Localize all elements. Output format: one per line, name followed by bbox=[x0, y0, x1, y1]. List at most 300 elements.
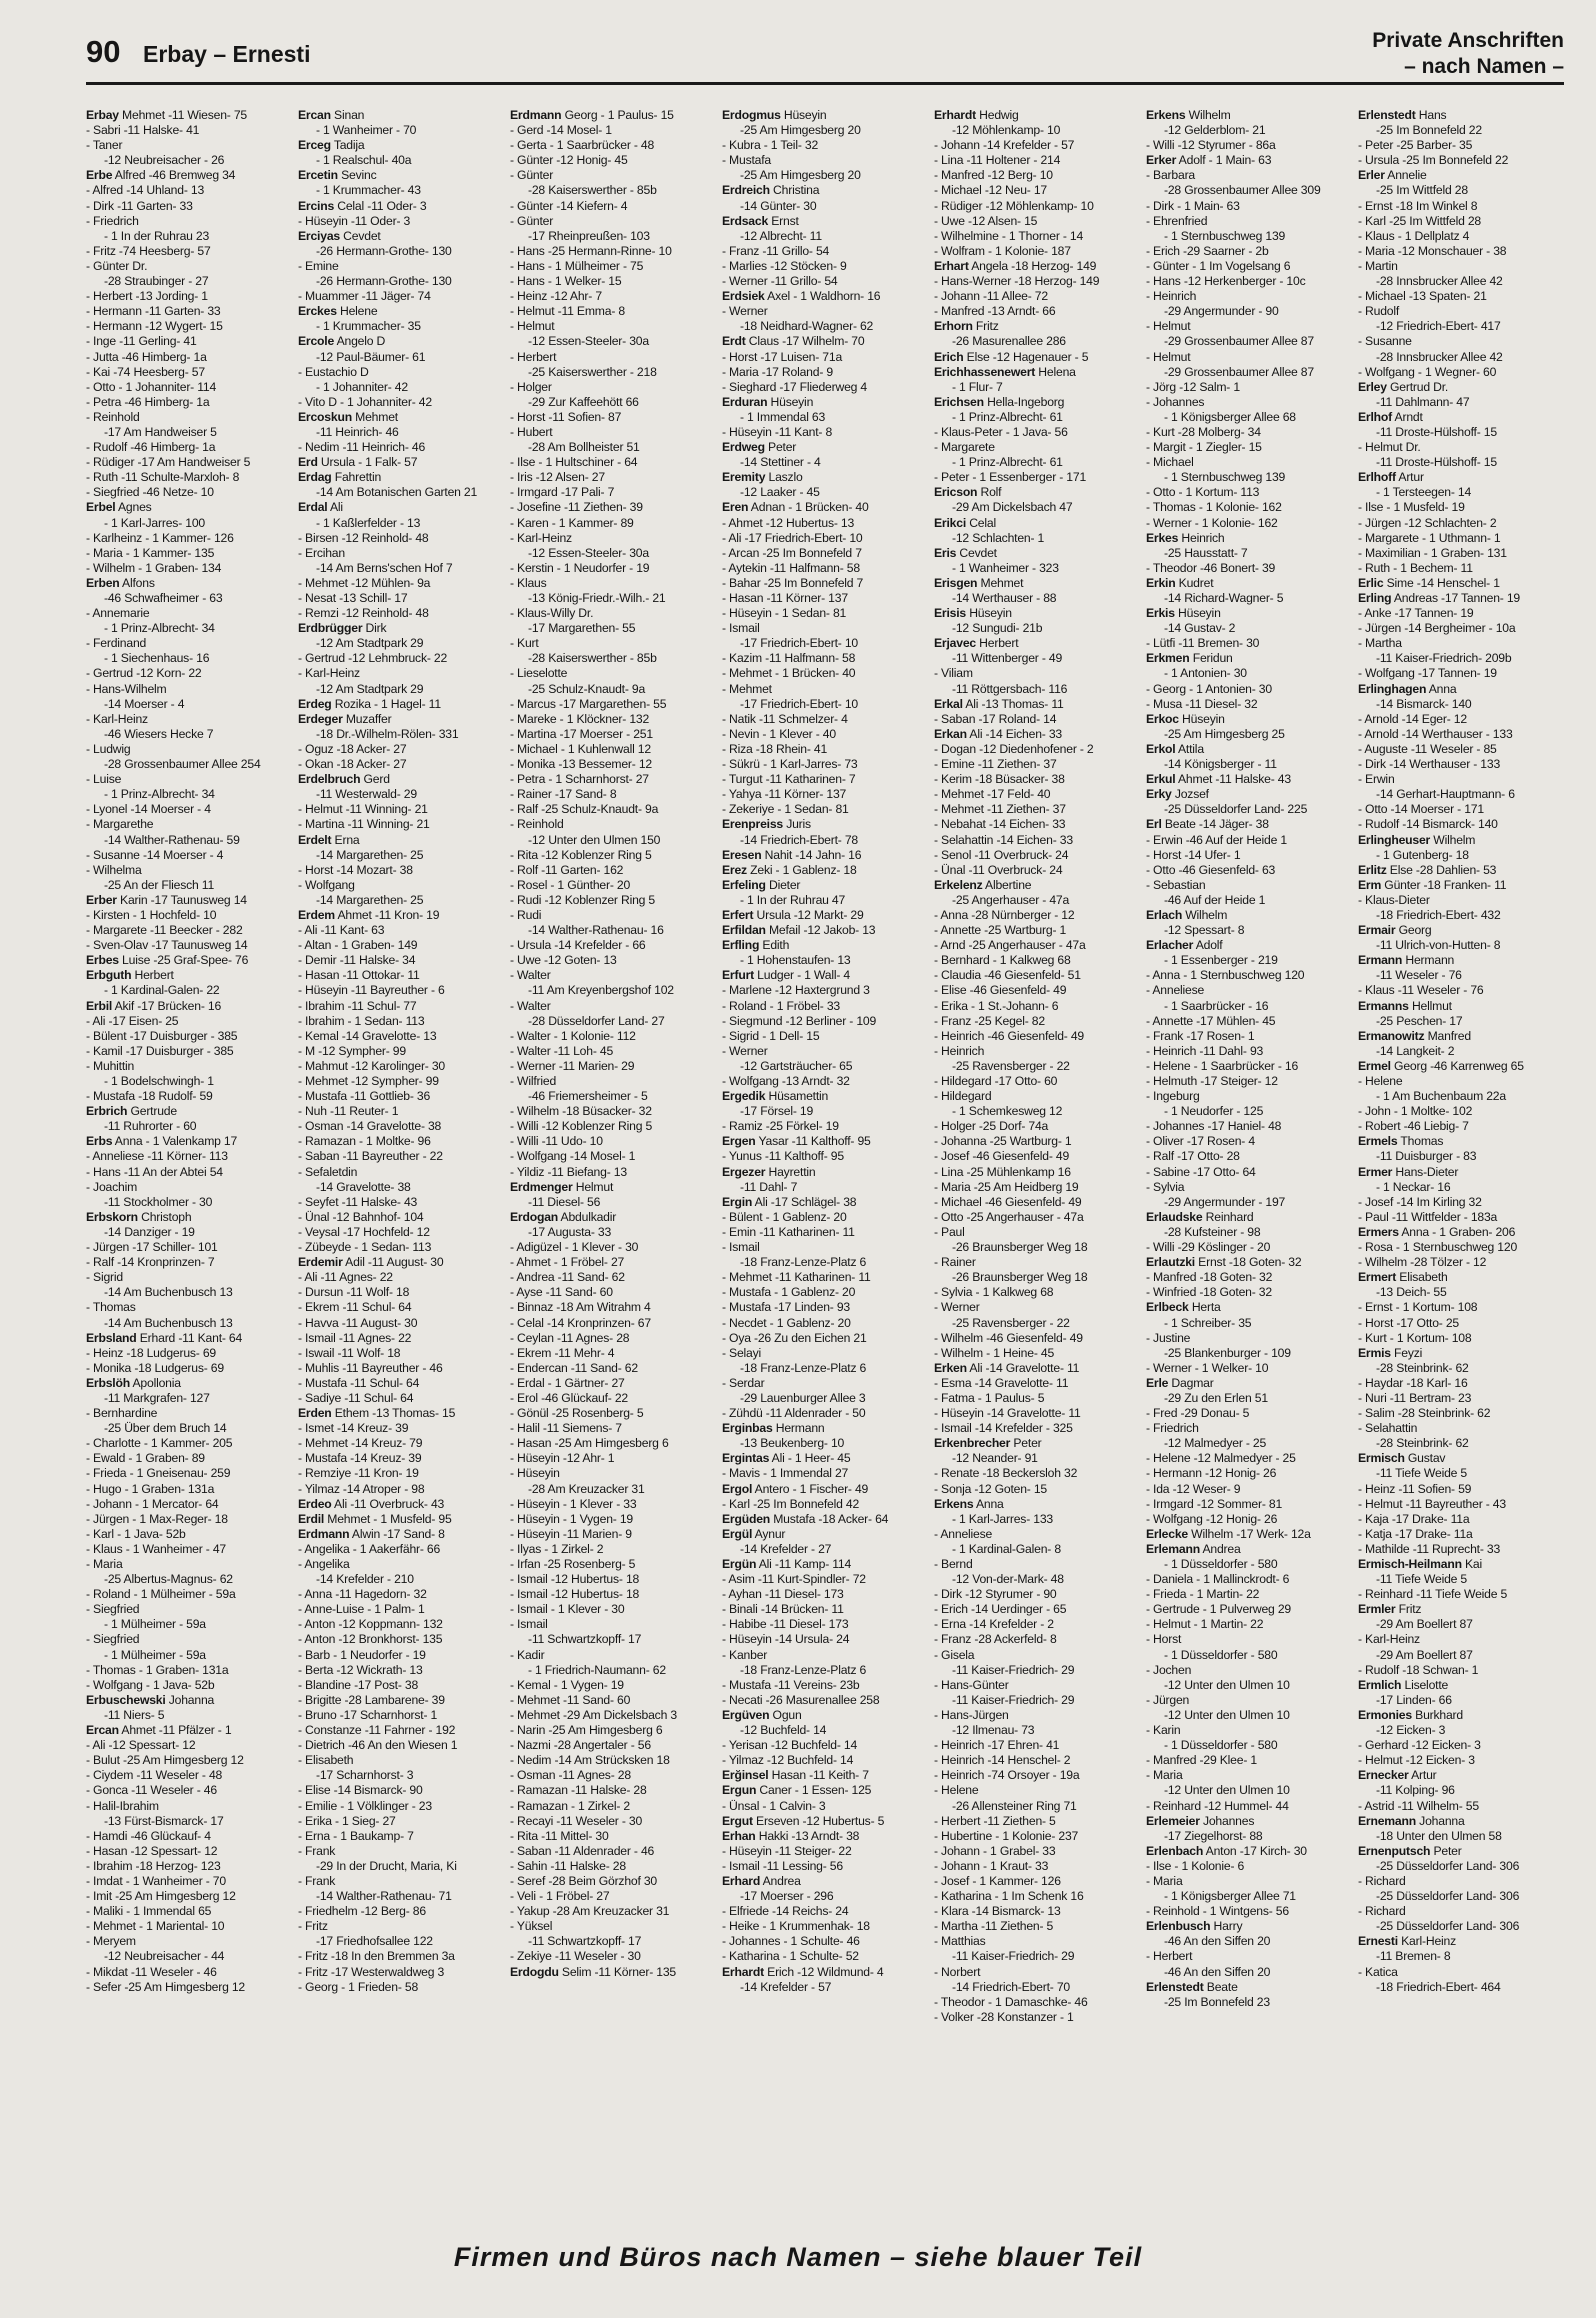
directory-entry: - Helmut bbox=[1146, 319, 1191, 334]
directory-entry: - Wolfgang - 1 Wegner- 60 bbox=[1358, 364, 1497, 379]
directory-entry: - Sylvia - 1 Kalkweg 68 bbox=[934, 1285, 1054, 1300]
directory-entry: - Okan -18 Acker- 27 bbox=[298, 757, 407, 772]
directory-entry: - Recayi -11 Weseler - 30 bbox=[510, 1813, 643, 1828]
directory-entry: -12 Am Stadtpark 29 bbox=[316, 636, 424, 651]
entry-surname: Erkul bbox=[1146, 772, 1176, 787]
directory-entry: -25 Im Wittfeld 28 bbox=[1376, 183, 1468, 198]
directory-entry: Erdem Ahmet -11 Kron- 19 bbox=[298, 907, 440, 922]
directory-entry: -12 Unter den Ulmen 10 bbox=[1164, 1707, 1290, 1722]
entry-surname: Erlenstedt bbox=[1146, 1979, 1204, 1994]
directory-entry: - Hüseyin -11 Marien- 9 bbox=[510, 1526, 632, 1541]
directory-entry: - Hüseyin -14 Gravelotte- 11 bbox=[934, 1406, 1081, 1421]
directory-entry: - Ünsal - 1 Calvin- 3 bbox=[722, 1798, 826, 1813]
directory-entry: - Theodor -46 Bonert- 39 bbox=[1146, 560, 1276, 575]
directory-entry: - Ilyas - 1 Zirkel- 2 bbox=[510, 1541, 604, 1556]
entry-surname: Erez bbox=[722, 862, 747, 877]
directory-entry: - Wilhelm - 1 Heine- 45 bbox=[934, 1345, 1055, 1360]
directory-entry: Erisgen Mehmet bbox=[934, 575, 1024, 590]
entry-surname: Erkis bbox=[1146, 606, 1175, 621]
directory-entry: - Renate -18 Beckersloh 32 bbox=[934, 1466, 1078, 1481]
entry-surname: Ergüden bbox=[722, 1511, 771, 1526]
entry-surname: Erlach bbox=[1146, 907, 1183, 922]
directory-entry: - Ismail bbox=[722, 1240, 760, 1255]
directory-entry: - Otto -14 Moerser - 171 bbox=[1358, 802, 1484, 817]
directory-entry: -14 Gustav- 2 bbox=[1164, 621, 1236, 636]
directory-entry: - Reinhard -12 Hummel- 44 bbox=[1146, 1798, 1289, 1813]
directory-entry: - Sigrid - 1 Dell- 15 bbox=[722, 1028, 820, 1043]
directory-entry: - Ciydem -11 Weseler - 48 bbox=[86, 1768, 223, 1783]
directory-entry: Erikci Celal bbox=[934, 515, 996, 530]
directory-column-5 bbox=[934, 108, 1139, 2238]
directory-entry: - Franz -11 Grillo- 54 bbox=[722, 243, 830, 258]
directory-entry: - Helmut bbox=[510, 319, 555, 334]
directory-entry: - Franz -28 Ackerfeld- 8 bbox=[934, 1632, 1057, 1647]
directory-entry: - Jörg -12 Salm- 1 bbox=[1146, 379, 1240, 394]
directory-entry: -14 Langkeit- 2 bbox=[1376, 1043, 1455, 1058]
directory-entry: - Rüdiger -12 Möhlenkamp- 10 bbox=[934, 198, 1094, 213]
directory-entry: - Veysal -17 Hochfeld- 12 bbox=[298, 1224, 430, 1239]
directory-entry: - Reinhold bbox=[510, 817, 564, 832]
entry-surname: Erbel bbox=[86, 500, 116, 515]
directory-entry: - Karlheinz - 1 Kammer- 126 bbox=[86, 530, 234, 545]
directory-entry: - Johann -11 Allee- 72 bbox=[934, 289, 1048, 304]
directory-entry: - Halil -11 Siemens- 7 bbox=[510, 1421, 622, 1436]
directory-entry: - Mehmet - 1 Mariental- 10 bbox=[86, 1919, 225, 1934]
directory-entry: - Endercan -11 Sand- 62 bbox=[510, 1360, 638, 1375]
directory-entry: - Wolfgang bbox=[298, 877, 355, 892]
directory-entry: - Bulut -25 Am Himgesberg 12 bbox=[86, 1753, 244, 1768]
directory-entry: - 1 Tersteegen- 14 bbox=[1376, 485, 1472, 500]
directory-entry: - Nedim -11 Heinrich- 46 bbox=[298, 440, 426, 455]
directory-entry: Ermler Fritz bbox=[1358, 1602, 1422, 1617]
directory-entry: - Annette -17 Mühlen- 45 bbox=[1146, 1013, 1276, 1028]
directory-entry: - Frank bbox=[298, 1873, 336, 1888]
directory-entry: - Marlene -12 Haxtergrund 3 bbox=[722, 983, 870, 998]
directory-entry: - Monika -13 Bessemer- 12 bbox=[510, 757, 652, 772]
directory-entry: - 1 Mülheimer - 59a bbox=[104, 1617, 206, 1632]
directory-entry: -11 Kaiser-Friedrich- 29 bbox=[952, 1949, 1075, 1964]
directory-entry: -25 An der Fliesch 11 bbox=[104, 877, 215, 892]
directory-entry: Erdogmus Hüseyin bbox=[722, 108, 827, 122]
directory-entry: -11 Schwartzkopff- 17 bbox=[528, 1632, 642, 1647]
section-title-line-2: – nach Namen – bbox=[1404, 55, 1564, 78]
directory-entry: - Sieghard -17 Fliederweg 4 bbox=[722, 379, 867, 394]
directory-entry: - Georg - 1 Frieden- 58 bbox=[298, 1979, 419, 1994]
directory-entry: - Seyfet -11 Halske- 43 bbox=[298, 1194, 418, 1209]
directory-entry: Erbskorn Christoph bbox=[86, 1209, 192, 1224]
directory-entry: - Maria -25 Am Heidberg 19 bbox=[934, 1179, 1079, 1194]
directory-entry: Erkol Attila bbox=[1146, 741, 1204, 756]
directory-entry: - Turgut -11 Katharinen- 7 bbox=[722, 772, 856, 787]
directory-entry: - Ekrem -11 Schul- 64 bbox=[298, 1300, 412, 1315]
entry-surname: Erkenbrecher bbox=[934, 1436, 1011, 1451]
entry-surname: Erdmenger bbox=[510, 1179, 573, 1194]
directory-entry: - Ismail -11 Lessing- 56 bbox=[722, 1858, 843, 1873]
directory-entry: - M -12 Sympher- 99 bbox=[298, 1043, 406, 1058]
section-title bbox=[1304, 28, 1564, 80]
directory-entry: - 1 Am Buchenbaum 22a bbox=[1376, 1089, 1506, 1104]
entry-surname: Erdeo bbox=[298, 1496, 332, 1511]
directory-entry: Erkin Kudret bbox=[1146, 575, 1214, 590]
directory-entry: - Heinrich -17 Ehren- 41 bbox=[934, 1738, 1060, 1753]
directory-entry: - Anneliese bbox=[1146, 983, 1205, 998]
header-rule bbox=[86, 82, 1564, 85]
directory-entry: - Helmut Dr. bbox=[1358, 440, 1421, 455]
directory-entry: -29 Angermunder - 90 bbox=[1164, 304, 1279, 319]
directory-entry: Ergut Erseven -12 Hubertus- 5 bbox=[722, 1813, 885, 1828]
directory-entry: - Remziye -11 Kron- 19 bbox=[298, 1466, 419, 1481]
directory-entry: Ercoskun Mehmet bbox=[298, 409, 398, 424]
directory-entry: - Ercihan bbox=[298, 545, 345, 560]
directory-entry: - 1 Schreiber- 35 bbox=[1164, 1315, 1252, 1330]
directory-entry: - Siegfried bbox=[86, 1602, 140, 1617]
entry-surname: Eremity bbox=[722, 470, 766, 485]
entry-surname: Erckes bbox=[298, 304, 337, 319]
directory-entry: - Hüseyin - 1 Klever - 33 bbox=[510, 1496, 637, 1511]
directory-entry: -14 Danziger - 19 bbox=[104, 1224, 195, 1239]
entry-surname: Eren bbox=[722, 500, 749, 515]
entry-surname: Erkens bbox=[1146, 108, 1186, 122]
entry-surname: Erlenbusch bbox=[1146, 1919, 1211, 1934]
directory-entry: - Siegfried -46 Netze- 10 bbox=[86, 485, 214, 500]
directory-entry: - Hans-Günter bbox=[934, 1677, 1009, 1692]
directory-entry: - Thomas - 1 Graben- 131a bbox=[86, 1662, 229, 1677]
directory-entry: -29 Grossenbaumer Allee 87 bbox=[1164, 364, 1314, 379]
directory-entry: Erdag Fahrettin bbox=[298, 470, 382, 485]
directory-entry: - Nuri -11 Bertram- 23 bbox=[1358, 1390, 1472, 1405]
directory-entry: -46 Auf der Heide 1 bbox=[1164, 892, 1266, 907]
directory-entry: Erky Jozsef bbox=[1146, 787, 1209, 802]
directory-entry: -46 Wiesers Hecke 7 bbox=[104, 726, 214, 741]
directory-entry: - Thomas - 1 Kolonie- 162 bbox=[1146, 500, 1282, 515]
directory-entry: - 1 Essenberger - 219 bbox=[1164, 953, 1278, 968]
directory-entry: Ermanowitz Manfred bbox=[1358, 1028, 1471, 1043]
entry-surname: Ernemann bbox=[1358, 1813, 1416, 1828]
directory-entry: Ernesti Karl-Heinz bbox=[1358, 1934, 1456, 1949]
directory-entry: - Hüseyin bbox=[510, 1466, 560, 1481]
directory-entry: Ermann Hermann bbox=[1358, 953, 1455, 968]
directory-entry: Ergintas Ali - 1 Heer- 45 bbox=[722, 1451, 851, 1466]
directory-entry: - Helmut bbox=[1146, 349, 1191, 364]
directory-entry: - Arcan -25 Im Bonnefeld 7 bbox=[722, 545, 862, 560]
directory-entry: - Nebahat -14 Eichen- 33 bbox=[934, 817, 1066, 832]
entry-surname: Ergün bbox=[722, 1557, 757, 1571]
directory-entry: - Kurt -28 Molberg- 34 bbox=[1146, 424, 1261, 439]
directory-entry: -12 Eicken- 3 bbox=[1376, 1723, 1446, 1738]
directory-entry: -26 Allensteiner Ring 71 bbox=[952, 1798, 1077, 1813]
directory-entry: - Mahmut -12 Karolinger- 30 bbox=[298, 1058, 446, 1073]
directory-entry: - Ilse - 1 Kolonie- 6 bbox=[1146, 1858, 1245, 1873]
directory-entry: - Kamil -17 Duisburger - 385 bbox=[86, 1043, 234, 1058]
directory-entry: -12 Neubreisacher - 26 bbox=[104, 153, 225, 168]
directory-entry: - Herbert -11 Ziethen- 5 bbox=[934, 1813, 1056, 1828]
directory-entry: - 1 Wanheimer - 70 bbox=[316, 123, 417, 138]
directory-entry: Erlautzki Ernst -18 Goten- 32 bbox=[1146, 1255, 1302, 1270]
entry-surname: Erdeger bbox=[298, 711, 343, 726]
directory-entry: - Gertrud -12 Lehmbruck- 22 bbox=[298, 651, 448, 666]
entry-surname: Erhorn bbox=[934, 319, 973, 334]
directory-entry: - Sylvia bbox=[1146, 1179, 1185, 1194]
directory-entry: -29 In der Drucht, Maria, Ki bbox=[316, 1858, 457, 1873]
name-range-title: Erbay – Ernesti bbox=[143, 41, 311, 67]
directory-entry: - Kubra - 1 Teil- 32 bbox=[722, 138, 819, 153]
directory-entry: Ernenputsch Peter bbox=[1358, 1843, 1462, 1858]
entry-surname: Erkol bbox=[1146, 741, 1176, 756]
directory-entry: - Siegfried bbox=[86, 1632, 140, 1647]
directory-entry: Erdal Ali bbox=[298, 500, 343, 515]
directory-entry: - Mustafa -11 Schul- 64 bbox=[298, 1375, 420, 1390]
directory-entry: - Anneliese -11 Körner- 113 bbox=[86, 1149, 228, 1164]
entry-surname: Erdmann bbox=[298, 1526, 350, 1541]
directory-entry: - Sabine -17 Otto- 64 bbox=[1146, 1164, 1256, 1179]
directory-entry: - Roland - 1 Mülheimer - 59a bbox=[86, 1587, 236, 1602]
directory-entry: - Heinz -11 Sofien- 59 bbox=[1358, 1481, 1472, 1496]
directory-entry: - Ernst -18 Im Winkel 8 bbox=[1358, 198, 1478, 213]
entry-surname: Erdogmus bbox=[722, 108, 781, 122]
directory-entry: -14 Gerhart-Hauptmann- 6 bbox=[1376, 787, 1515, 802]
directory-entry: - Ralf -25 Schulz-Knaudt- 9a bbox=[510, 802, 659, 817]
directory-entry: -11 Kolping- 96 bbox=[1376, 1783, 1455, 1798]
directory-entry: - Heinrich -11 Dahl- 93 bbox=[1146, 1043, 1264, 1058]
directory-entry: - Hüseyin - 1 Sedan- 81 bbox=[722, 606, 847, 621]
directory-entry: - Arnold -14 Eger- 12 bbox=[1358, 711, 1467, 726]
directory-entry: -28 Düsseldorfer Land- 27 bbox=[528, 1013, 665, 1028]
directory-entry: - Maria bbox=[1146, 1768, 1183, 1783]
directory-entry: -14 Walther-Rathenau- 59 bbox=[104, 832, 240, 847]
directory-entry: - Katja -17 Drake- 11a bbox=[1358, 1526, 1473, 1541]
directory-entry: - Frieda - 1 Martin- 22 bbox=[1146, 1587, 1260, 1602]
directory-entry: Erlingheuser Wilhelm bbox=[1358, 832, 1476, 847]
directory-entry: - Muhlis -11 Bayreuther - 46 bbox=[298, 1360, 443, 1375]
entry-surname: Erikci bbox=[934, 515, 967, 530]
directory-entry: Erdweg Peter bbox=[722, 440, 797, 455]
directory-entry: - Ernst - 1 Kortum- 108 bbox=[1358, 1300, 1478, 1315]
directory-entry: -14 Königsberger - 11 bbox=[1164, 757, 1277, 772]
entry-surname: Erdreich bbox=[722, 183, 770, 198]
directory-entry: - Richard bbox=[1358, 1904, 1406, 1919]
directory-entry: - Maria - 1 Kammer- 135 bbox=[86, 545, 215, 560]
directory-entry: - Gertrud -12 Korn- 22 bbox=[86, 666, 202, 681]
directory-entry: - Mehmet -12 Sympher- 99 bbox=[298, 1074, 439, 1088]
directory-entry: - Angelika - 1 Aakerfähr- 66 bbox=[298, 1541, 441, 1556]
directory-entry: - Erna -14 Krefelder - 2 bbox=[934, 1617, 1054, 1632]
entry-surname: Erbrich bbox=[86, 1104, 128, 1119]
directory-entry: - Georg - 1 Antonien- 30 bbox=[1146, 681, 1272, 696]
entry-surname: Ernesti bbox=[1358, 1934, 1398, 1949]
directory-entry: - Zekiye -11 Weseler - 30 bbox=[510, 1949, 641, 1964]
directory-entry: - Rudolf bbox=[1358, 304, 1400, 319]
directory-entry: - Karl - 1 Java- 52b bbox=[86, 1526, 186, 1541]
directory-entry: - Mehmet -14 Kreuz- 79 bbox=[298, 1436, 423, 1451]
directory-entry: Erdt Claus -17 Wilhelm- 70 bbox=[722, 334, 865, 349]
directory-entry: Erkens Anna bbox=[934, 1496, 1004, 1511]
directory-entry: - Anna -11 Hagedorn- 32 bbox=[298, 1587, 427, 1602]
directory-entry: - 1 Kardinal-Galen- 8 bbox=[952, 1541, 1061, 1556]
directory-entry: -46 An den Siffen 20 bbox=[1164, 1964, 1271, 1979]
directory-entry: -11 Dahl- 7 bbox=[740, 1179, 798, 1194]
directory-entry: - 1 Flur- 7 bbox=[952, 379, 1003, 394]
entry-surname: Erlitz bbox=[1358, 862, 1387, 877]
directory-entry: - Sonja -12 Goten- 15 bbox=[934, 1481, 1048, 1496]
directory-entry: - Celal -14 Kronprinzen- 67 bbox=[510, 1315, 651, 1330]
directory-entry: Erdmann Alwin -17 Sand- 8 bbox=[298, 1526, 445, 1541]
directory-entry: - Seref -28 Beim Görzhof 30 bbox=[510, 1873, 658, 1888]
entry-surname: Erdal bbox=[298, 500, 328, 515]
directory-entry: - Hermann -11 Garten- 33 bbox=[86, 304, 221, 319]
directory-entry: - Erwin bbox=[1358, 772, 1395, 787]
entry-surname: Ernenputsch bbox=[1358, 1843, 1431, 1858]
directory-column-3 bbox=[510, 108, 715, 2238]
directory-entry: - Anna - 1 Sternbuschweg 120 bbox=[1146, 968, 1305, 983]
directory-entry: - 1 Immendal 63 bbox=[740, 409, 826, 424]
directory-column-4 bbox=[722, 108, 927, 2238]
directory-entry: - Riza -18 Rhein- 41 bbox=[722, 741, 828, 756]
directory-entry: -12 Spessart- 8 bbox=[1164, 923, 1245, 938]
directory-entry: - Heinz -12 Ahr- 7 bbox=[510, 289, 602, 304]
directory-entry: - Klaus - 1 Dellplatz 4 bbox=[1358, 228, 1470, 243]
directory-entry: - Heinrich -14 Henschel- 2 bbox=[934, 1753, 1071, 1768]
directory-entry: -11 Heinrich- 46 bbox=[316, 424, 399, 439]
directory-entry: Erdmenger Helmut bbox=[510, 1179, 614, 1194]
directory-entry: - Uwe -12 Goten- 13 bbox=[510, 953, 617, 968]
entry-surname: Erlingheuser bbox=[1358, 832, 1431, 847]
directory-entry: - Bruno -17 Scharnhorst- 1 bbox=[298, 1707, 438, 1722]
directory-entry: - Manfred -13 Arndt- 66 bbox=[934, 304, 1056, 319]
entry-surname: Ermer bbox=[1358, 1164, 1393, 1179]
directory-entry: -11 Dahlmann- 47 bbox=[1376, 394, 1470, 409]
directory-entry: - Lütfi -11 Bremen- 30 bbox=[1146, 636, 1260, 651]
directory-entry: - Walter bbox=[510, 968, 551, 983]
directory-entry: - Nesat -13 Schill- 17 bbox=[298, 591, 408, 605]
directory-entry: - Iswail -11 Wolf- 18 bbox=[298, 1345, 401, 1360]
directory-entry: - Martina -17 Moerser - 251 bbox=[510, 726, 653, 741]
directory-entry: Ergüden Mustafa -18 Acker- 64 bbox=[722, 1511, 889, 1526]
directory-column-7 bbox=[1358, 108, 1563, 2238]
directory-entry: - Sükrü - 1 Karl-Jarres- 73 bbox=[722, 757, 858, 772]
directory-entry: - Taner bbox=[86, 138, 123, 153]
directory-entry: - Margarete -11 Beecker - 282 bbox=[86, 923, 243, 938]
entry-surname: Erdmann bbox=[510, 108, 562, 122]
directory-entry: - Johann - 1 Mercator- 64 bbox=[86, 1496, 219, 1511]
directory-entry: - Kadir bbox=[510, 1647, 545, 1662]
directory-entry: - Heinrich -74 Orsoyer - 19a bbox=[934, 1768, 1080, 1783]
directory-entry: - Wilhelm -46 Giesenfeld- 49 bbox=[934, 1330, 1083, 1345]
directory-entry: Erd Ursula - 1 Falk- 57 bbox=[298, 455, 418, 470]
directory-entry: Erfildan Mefail -12 Jakob- 13 bbox=[722, 923, 876, 938]
entry-surname: Erkal bbox=[934, 696, 963, 711]
directory-entry: - Ayhan -11 Diesel- 173 bbox=[722, 1587, 844, 1602]
directory-entry: -12 Paul-Bäumer- 61 bbox=[316, 349, 426, 364]
directory-entry: - Frank bbox=[298, 1843, 336, 1858]
entry-surname: Erlecke bbox=[1146, 1526, 1188, 1541]
directory-entry: - Kanber bbox=[722, 1647, 768, 1662]
directory-entry: Erhard Andrea bbox=[722, 1873, 801, 1888]
directory-columns bbox=[86, 108, 1566, 2238]
directory-entry: - Salim -28 Steinbrink- 62 bbox=[1358, 1406, 1491, 1421]
entry-surname: Erdogdu bbox=[510, 1964, 559, 1979]
directory-entry: - Wolfgang - 1 Java- 52b bbox=[86, 1677, 215, 1692]
directory-entry: - Berta -12 Wickrath- 13 bbox=[298, 1662, 423, 1677]
directory-entry: - John - 1 Moltke- 102 bbox=[1358, 1104, 1473, 1119]
directory-entry: - Peter - 1 Essenberger - 171 bbox=[934, 470, 1087, 485]
directory-entry: - Bernhardine bbox=[86, 1406, 158, 1421]
directory-entry: - Hamdi -46 Glückauf- 4 bbox=[86, 1828, 211, 1843]
directory-entry: - Mehmet -17 Feld- 40 bbox=[934, 787, 1051, 802]
directory-entry: - Fritz -17 Westerwaldweg 3 bbox=[298, 1964, 445, 1979]
directory-entry: - 1 Düsseldorfer - 580 bbox=[1164, 1738, 1278, 1753]
directory-entry: - Johann -14 Krefelder - 57 bbox=[934, 138, 1075, 153]
directory-entry: - Kai -74 Heesberg- 57 bbox=[86, 364, 205, 379]
directory-entry: - 1 Düsseldorfer - 580 bbox=[1164, 1557, 1278, 1571]
directory-entry: - Charlotte - 1 Kammer- 205 bbox=[86, 1436, 233, 1451]
directory-entry: -25 Blankenburger - 109 bbox=[1164, 1345, 1291, 1360]
directory-entry: - Klaus bbox=[510, 575, 547, 590]
entry-surname: Erdsiek bbox=[722, 289, 765, 304]
directory-entry: - Luise bbox=[86, 772, 122, 787]
directory-entry: -12 Albrecht- 11 bbox=[740, 228, 822, 243]
directory-entry: - Walter - 1 Kolonie- 112 bbox=[510, 1028, 636, 1043]
directory-entry: - 1 Königsberger Allee 71 bbox=[1164, 1889, 1296, 1904]
directory-entry: - Winfried -18 Goten- 32 bbox=[1146, 1285, 1272, 1300]
directory-entry: - Manfred -29 Klee- 1 bbox=[1146, 1753, 1257, 1768]
directory-entry: - Karl -25 Im Wittfeld 28 bbox=[1358, 213, 1482, 228]
entry-surname: Ermis bbox=[1358, 1345, 1391, 1360]
directory-entry: - Ünal -11 Overbruck- 24 bbox=[934, 862, 1063, 877]
directory-entry: - Jürgen -12 Schlachten- 2 bbox=[1358, 515, 1497, 530]
directory-entry: - Mustafa bbox=[722, 153, 771, 168]
directory-entry: Erben Alfons bbox=[86, 575, 155, 590]
directory-entry: - Friedhelm -12 Berg- 86 bbox=[298, 1904, 426, 1919]
footer-note: Firmen und Büros nach Namen – siehe blauer Teil bbox=[453, 2242, 1143, 2272]
directory-entry: - Fritz -74 Heesberg- 57 bbox=[86, 243, 211, 258]
entry-surname: Erden bbox=[298, 1406, 332, 1421]
entry-surname: Erbs bbox=[86, 1134, 113, 1149]
directory-entry: - Ismail bbox=[722, 621, 760, 636]
directory-entry: Erdogdu Selim -11 Körner- 135 bbox=[510, 1964, 677, 1979]
entry-surname: Ermlich bbox=[1358, 1677, 1402, 1692]
entry-surname: Erceg bbox=[298, 138, 331, 153]
directory-entry: - Yilmaz -12 Buchfeld- 14 bbox=[722, 1753, 854, 1768]
directory-entry: -26 Hermann-Grothe- 130 bbox=[316, 243, 452, 258]
entry-surname: Erl bbox=[1146, 817, 1162, 832]
directory-entry: - Marcus -17 Margarethen- 55 bbox=[510, 696, 667, 711]
directory-entry: - Erich -14 Uerdinger - 65 bbox=[934, 1602, 1067, 1617]
directory-entry: Erler Annelie bbox=[1358, 168, 1427, 183]
directory-entry: - Dogan -12 Diedenhofener - 2 bbox=[934, 741, 1094, 756]
directory-entry: - Gertrude - 1 Pulverweg 29 bbox=[1146, 1602, 1291, 1617]
directory-entry: - Serdar bbox=[722, 1375, 765, 1390]
directory-column-1 bbox=[86, 108, 291, 2238]
directory-entry: - Friedrich bbox=[86, 213, 139, 228]
directory-entry: - Matthias bbox=[934, 1934, 986, 1949]
directory-entry: Erdmann Georg - 1 Paulus- 15 bbox=[510, 108, 674, 122]
directory-entry: Ermair Georg bbox=[1358, 923, 1432, 938]
directory-entry: - Katharina - 1 Schulte- 52 bbox=[722, 1949, 859, 1964]
directory-entry: - Anton -12 Koppmann- 132 bbox=[298, 1617, 443, 1632]
directory-entry: - Maria bbox=[1146, 1873, 1183, 1888]
directory-entry: - Blandine -17 Post- 38 bbox=[298, 1677, 419, 1692]
directory-entry: - Ibrahim - 1 Sedan- 113 bbox=[298, 1013, 425, 1028]
directory-entry: - Lyonel -14 Moerser - 4 bbox=[86, 802, 211, 817]
directory-entry: Erlitz Else -28 Dahlien- 53 bbox=[1358, 862, 1497, 877]
entry-surname: Erdbrügger bbox=[298, 621, 363, 636]
directory-entry: Erjavec Herbert bbox=[934, 636, 1019, 651]
directory-entry: -25 Am Himgesberg 20 bbox=[740, 123, 861, 138]
directory-entry: -18 Dr.-Wilhelm-Rölen- 331 bbox=[316, 726, 459, 741]
directory-entry: - Emilie - 1 Völklinger - 23 bbox=[298, 1798, 432, 1813]
directory-entry: - Robert -46 Liebig- 7 bbox=[1358, 1119, 1469, 1134]
entry-surname: Erlinghagen bbox=[1358, 681, 1427, 696]
